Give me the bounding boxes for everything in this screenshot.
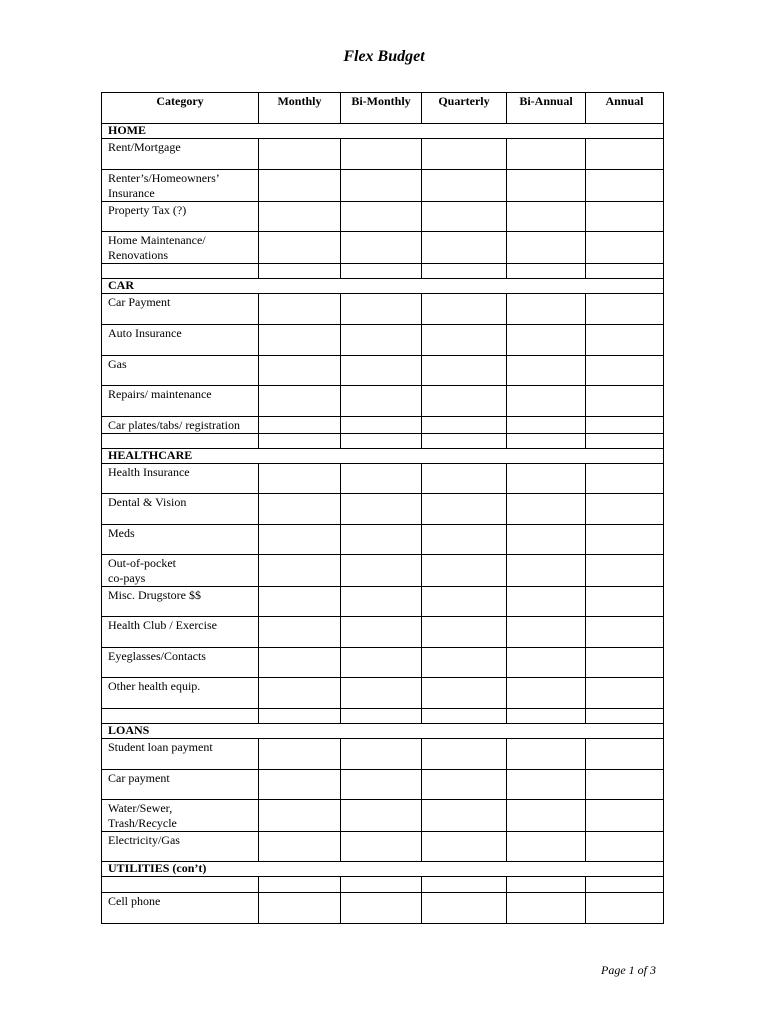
blank-row [102, 434, 664, 449]
category-label-continued: co-pays [108, 571, 146, 585]
annual-cell[interactable] [586, 587, 664, 617]
category-label: Misc. Drugstore $$ [108, 588, 201, 602]
monthly-cell[interactable] [259, 494, 341, 525]
quarterly-cell[interactable] [422, 325, 507, 356]
annual-cell[interactable] [586, 417, 664, 434]
category-label: Health Insurance [108, 465, 190, 479]
category-label: Gas [108, 357, 127, 371]
category-label: Home Maintenance/ [108, 233, 206, 247]
column-header-monthly: Monthly [259, 93, 341, 124]
bi-annual-cell[interactable] [507, 170, 586, 202]
category-cell [102, 617, 259, 648]
budget-table [101, 92, 664, 924]
blank-row [102, 264, 664, 279]
category-cell [102, 170, 259, 202]
bi-annual-cell[interactable] [507, 464, 586, 494]
category-label: Student loan payment [108, 740, 213, 754]
table-row [102, 139, 664, 170]
quarterly-cell[interactable] [422, 739, 507, 770]
bi-annual-cell[interactable] [507, 770, 586, 800]
bi-monthly-cell[interactable] [341, 294, 422, 325]
bi-annual-cell[interactable] [507, 139, 586, 170]
table-row [102, 232, 664, 264]
category-label: Renter’s/Homeowners’ [108, 171, 220, 185]
quarterly-cell[interactable] [422, 232, 507, 264]
category-label-continued: Trash/Recycle [108, 816, 177, 830]
bi-monthly-cell[interactable] [341, 417, 422, 434]
quarterly-cell[interactable] [422, 587, 507, 617]
bi-annual-cell[interactable] [507, 893, 586, 924]
bi-annual-cell[interactable] [507, 525, 586, 555]
bi-monthly-cell[interactable] [341, 617, 422, 648]
bi-monthly-cell[interactable] [341, 325, 422, 356]
bi-monthly-cell[interactable] [341, 170, 422, 202]
table-row [102, 648, 664, 678]
table-row [102, 587, 664, 617]
table-row [102, 386, 664, 417]
category-label: Repairs/ maintenance [108, 387, 212, 401]
quarterly-cell[interactable] [422, 464, 507, 494]
category-cell [102, 202, 259, 232]
category-label: Eyeglasses/Contacts [108, 649, 206, 663]
monthly-cell[interactable] [259, 617, 341, 648]
bi-annual-cell[interactable] [507, 648, 586, 678]
bi-monthly-cell[interactable] [341, 356, 422, 386]
monthly-cell[interactable] [259, 525, 341, 555]
section-row-loans [102, 724, 664, 739]
annual-cell[interactable] [586, 678, 664, 709]
bi-monthly-cell[interactable] [341, 464, 422, 494]
category-cell [102, 494, 259, 525]
column-header-bi-annual: Bi-Annual [507, 93, 586, 124]
quarterly-cell[interactable] [422, 386, 507, 417]
monthly-cell[interactable] [259, 587, 341, 617]
section-row-car [102, 279, 664, 294]
category-label-continued: Insurance [108, 186, 155, 200]
bi-monthly-cell[interactable] [341, 525, 422, 555]
section-heading: HOME [102, 124, 664, 139]
bi-annual-cell[interactable] [507, 386, 586, 417]
bi-monthly-cell[interactable] [341, 139, 422, 170]
document-title: Flex Budget [343, 48, 425, 65]
annual-cell[interactable] [586, 139, 664, 170]
table-row [102, 356, 664, 386]
category-cell [102, 356, 259, 386]
section-heading: UTILITIES (con’t) [102, 862, 664, 877]
monthly-cell[interactable] [259, 893, 341, 924]
bi-annual-cell[interactable] [507, 202, 586, 232]
bi-monthly-cell[interactable] [341, 555, 422, 587]
section-heading: LOANS [102, 724, 664, 739]
section-row-healthcare [102, 449, 664, 464]
category-cell [102, 139, 259, 170]
quarterly-cell[interactable] [422, 555, 507, 587]
table-row [102, 739, 664, 770]
monthly-cell[interactable] [259, 294, 341, 325]
table-row [102, 464, 664, 494]
bi-annual-cell[interactable] [507, 232, 586, 264]
section-heading: HEALTHCARE [102, 449, 664, 464]
category-label: Other health equip. [108, 679, 201, 693]
quarterly-cell[interactable] [422, 678, 507, 709]
annual-cell[interactable] [586, 800, 664, 832]
category-label: Health Club / Exercise [108, 618, 217, 632]
monthly-cell[interactable] [259, 555, 341, 587]
quarterly-cell[interactable] [422, 139, 507, 170]
quarterly-cell[interactable] [422, 494, 507, 525]
category-cell [102, 800, 259, 832]
annual-cell[interactable] [586, 525, 664, 555]
annual-cell[interactable] [586, 617, 664, 648]
table-row [102, 525, 664, 555]
bi-monthly-cell[interactable] [341, 678, 422, 709]
category-cell [102, 325, 259, 356]
category-label: Meds [108, 526, 135, 540]
annual-cell[interactable] [586, 202, 664, 232]
category-cell [102, 893, 259, 924]
category-cell [102, 770, 259, 800]
table-row [102, 617, 664, 648]
bi-monthly-cell[interactable] [341, 202, 422, 232]
table-row [102, 294, 664, 325]
column-header-bi-monthly: Bi-Monthly [341, 93, 422, 124]
bi-annual-cell[interactable] [507, 587, 586, 617]
category-label: Car Payment [108, 295, 171, 309]
monthly-cell[interactable] [259, 739, 341, 770]
bi-monthly-cell[interactable] [341, 770, 422, 800]
annual-cell[interactable] [586, 494, 664, 525]
table-row [102, 678, 664, 709]
annual-cell[interactable] [586, 325, 664, 356]
annual-cell[interactable] [586, 739, 664, 770]
annual-cell[interactable] [586, 555, 664, 587]
category-label: Dental & Vision [108, 495, 187, 509]
bi-monthly-cell[interactable] [341, 893, 422, 924]
monthly-cell[interactable] [259, 464, 341, 494]
annual-cell[interactable] [586, 386, 664, 417]
bi-monthly-cell[interactable] [341, 739, 422, 770]
blank-row [102, 877, 664, 893]
category-label: Electricity/Gas [108, 833, 180, 847]
annual-cell[interactable] [586, 893, 664, 924]
bi-annual-cell[interactable] [507, 739, 586, 770]
bi-monthly-cell[interactable] [341, 386, 422, 417]
category-cell [102, 464, 259, 494]
category-cell [102, 587, 259, 617]
quarterly-cell[interactable] [422, 770, 507, 800]
bi-annual-cell[interactable] [507, 294, 586, 325]
table-row [102, 555, 664, 587]
category-label: Property Tax (?) [108, 203, 187, 217]
monthly-cell[interactable] [259, 202, 341, 232]
bi-annual-cell[interactable] [507, 800, 586, 832]
monthly-cell[interactable] [259, 800, 341, 832]
monthly-cell[interactable] [259, 648, 341, 678]
bi-annual-cell[interactable] [507, 832, 586, 862]
bi-annual-cell[interactable] [507, 494, 586, 525]
quarterly-cell[interactable] [422, 170, 507, 202]
annual-cell[interactable] [586, 770, 664, 800]
table-row [102, 417, 664, 434]
bi-monthly-cell[interactable] [341, 587, 422, 617]
section-row-utilities [102, 862, 664, 877]
quarterly-cell[interactable] [422, 417, 507, 434]
table-row [102, 832, 664, 862]
category-label: Rent/Mortgage [108, 140, 181, 154]
bi-annual-cell[interactable] [507, 678, 586, 709]
bi-annual-cell[interactable] [507, 417, 586, 434]
annual-cell[interactable] [586, 232, 664, 264]
bi-annual-cell[interactable] [507, 325, 586, 356]
monthly-cell[interactable] [259, 170, 341, 202]
bi-monthly-cell[interactable] [341, 232, 422, 264]
table-row [102, 170, 664, 202]
blank-row [102, 709, 664, 724]
category-cell [102, 232, 259, 264]
monthly-cell[interactable] [259, 678, 341, 709]
section-heading: CAR [102, 279, 664, 294]
category-cell [102, 678, 259, 709]
category-label-continued: Renovations [108, 248, 168, 262]
annual-cell[interactable] [586, 356, 664, 386]
bi-annual-cell[interactable] [507, 356, 586, 386]
monthly-cell[interactable] [259, 832, 341, 862]
category-cell [102, 294, 259, 325]
quarterly-cell[interactable] [422, 294, 507, 325]
quarterly-cell[interactable] [422, 832, 507, 862]
table-row [102, 893, 664, 924]
quarterly-cell[interactable] [422, 356, 507, 386]
bi-monthly-cell[interactable] [341, 800, 422, 832]
quarterly-cell[interactable] [422, 800, 507, 832]
quarterly-cell[interactable] [422, 648, 507, 678]
category-cell [102, 739, 259, 770]
table-row [102, 494, 664, 525]
table-row [102, 770, 664, 800]
monthly-cell[interactable] [259, 417, 341, 434]
monthly-cell[interactable] [259, 356, 341, 386]
page-number: Page 1 of 3 [601, 963, 656, 977]
quarterly-cell[interactable] [422, 202, 507, 232]
category-label: Water/Sewer, [108, 801, 173, 815]
category-label: Car plates/tabs/ registration [108, 418, 240, 432]
header-row [102, 93, 664, 124]
annual-cell[interactable] [586, 832, 664, 862]
column-header-category: Category [102, 93, 259, 124]
table-row [102, 325, 664, 356]
category-cell [102, 417, 259, 434]
annual-cell[interactable] [586, 170, 664, 202]
monthly-cell[interactable] [259, 770, 341, 800]
monthly-cell[interactable] [259, 325, 341, 356]
category-cell [102, 832, 259, 862]
category-label: Auto Insurance [108, 326, 182, 340]
bi-annual-cell[interactable] [507, 555, 586, 587]
column-header-annual: Annual [586, 93, 664, 124]
monthly-cell[interactable] [259, 386, 341, 417]
annual-cell[interactable] [586, 464, 664, 494]
bi-monthly-cell[interactable] [341, 494, 422, 525]
monthly-cell[interactable] [259, 139, 341, 170]
table-row [102, 202, 664, 232]
category-label: Out-of-pocket [108, 556, 176, 570]
annual-cell[interactable] [586, 294, 664, 325]
bi-annual-cell[interactable] [507, 617, 586, 648]
quarterly-cell[interactable] [422, 893, 507, 924]
monthly-cell[interactable] [259, 232, 341, 264]
bi-monthly-cell[interactable] [341, 832, 422, 862]
category-cell [102, 555, 259, 587]
category-cell [102, 386, 259, 417]
category-cell [102, 525, 259, 555]
quarterly-cell[interactable] [422, 525, 507, 555]
column-header-quarterly: Quarterly [422, 93, 507, 124]
quarterly-cell[interactable] [422, 617, 507, 648]
category-label: Cell phone [108, 894, 161, 908]
table-row [102, 800, 664, 832]
annual-cell[interactable] [586, 648, 664, 678]
section-row-home [102, 124, 664, 139]
category-label: Car payment [108, 771, 170, 785]
category-cell [102, 648, 259, 678]
bi-monthly-cell[interactable] [341, 648, 422, 678]
